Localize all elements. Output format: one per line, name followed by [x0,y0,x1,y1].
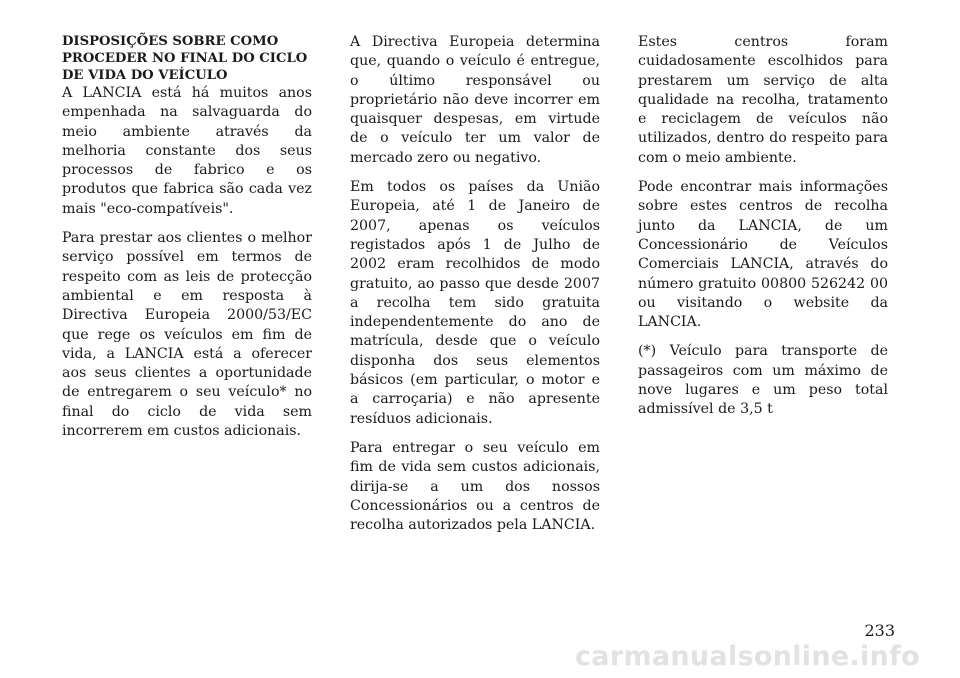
footnote: (*) Veículo para transporte de passageiros com um máximo de nove lugares e um peso total admissível de 3,5 t [638,343,888,418]
paragraph: A LANCIA está há muitos anos empenhada na salvaguarda do meio ambiente através da melhoria constante dos seus processos de fabrico e os produtos que fabrica são cada vez mais "eco-compatíveis". [62,85,312,217]
watermark: carmanualsonline.info [575,641,921,672]
text-column-2 [350,33,600,545]
text-column-1 [62,33,312,451]
paragraph: Para prestar aos clientes o melhor serviço possível em termos de respeito com as leis de protecção ambiental e em resposta à Directiva Europeia 2000/53/EC que rege os veículos em fim de vida, a LANCIA está a oferecer aos seus clientes a oportunidade de entregarem o seu veículo* no final do ciclo de vida sem incorrerem em custos adicionais. [62,230,312,440]
paragraph: Pode encontrar mais informações sobre estes centros de recolha junto da LANCIA, de um Concessionário de Veículos Comerciais LANCIA, através do número gratuito 00800 526242 00 ou visitando o website da LANCIA. [638,179,888,331]
page-number: 233 [864,621,895,640]
paragraph: Estes centros foram cuidadosamente escolhidos para prestarem um serviço de alta qualidade na recolha, tratamento e reciclagem de veículos não utilizados, dentro do respeito para com o meio ambiente. [638,34,888,166]
paragraph: Em todos os países da União Europeia, até 1 de Janeiro de 2007, apenas os veículos registados após 1 de Julho de 2002 eram recolhidos de modo gratuito, ao passo que desde 2007 a recolha tem sido gratuita independentemente do ano de matrícula, desde que o veículo disponha dos seus elementos básicos (em particular, o motor e a carroçaria) e não apresente resíduos adicionais. [350,179,600,427]
section-heading: DISPOSIÇÕES SOBRE COMO PROCEDER NO FINAL DO CICLO DE VIDA DO VEÍCULO [62,34,308,83]
paragraph: A Directiva Europeia determina que, quando o veículo é entregue, o último responsável ou proprietário não deve incorrer em quaisquer despesas, em virtude de o veículo ter um valor de mercado zero ou negativo. [350,34,600,166]
text-column-3 [638,33,888,430]
paragraph: Para entregar o seu veículo em fim de vida sem custos adicionais, dirija-se a um dos nossos Concessionários ou a centros de recolha autorizados pela LANCIA. [350,439,600,534]
